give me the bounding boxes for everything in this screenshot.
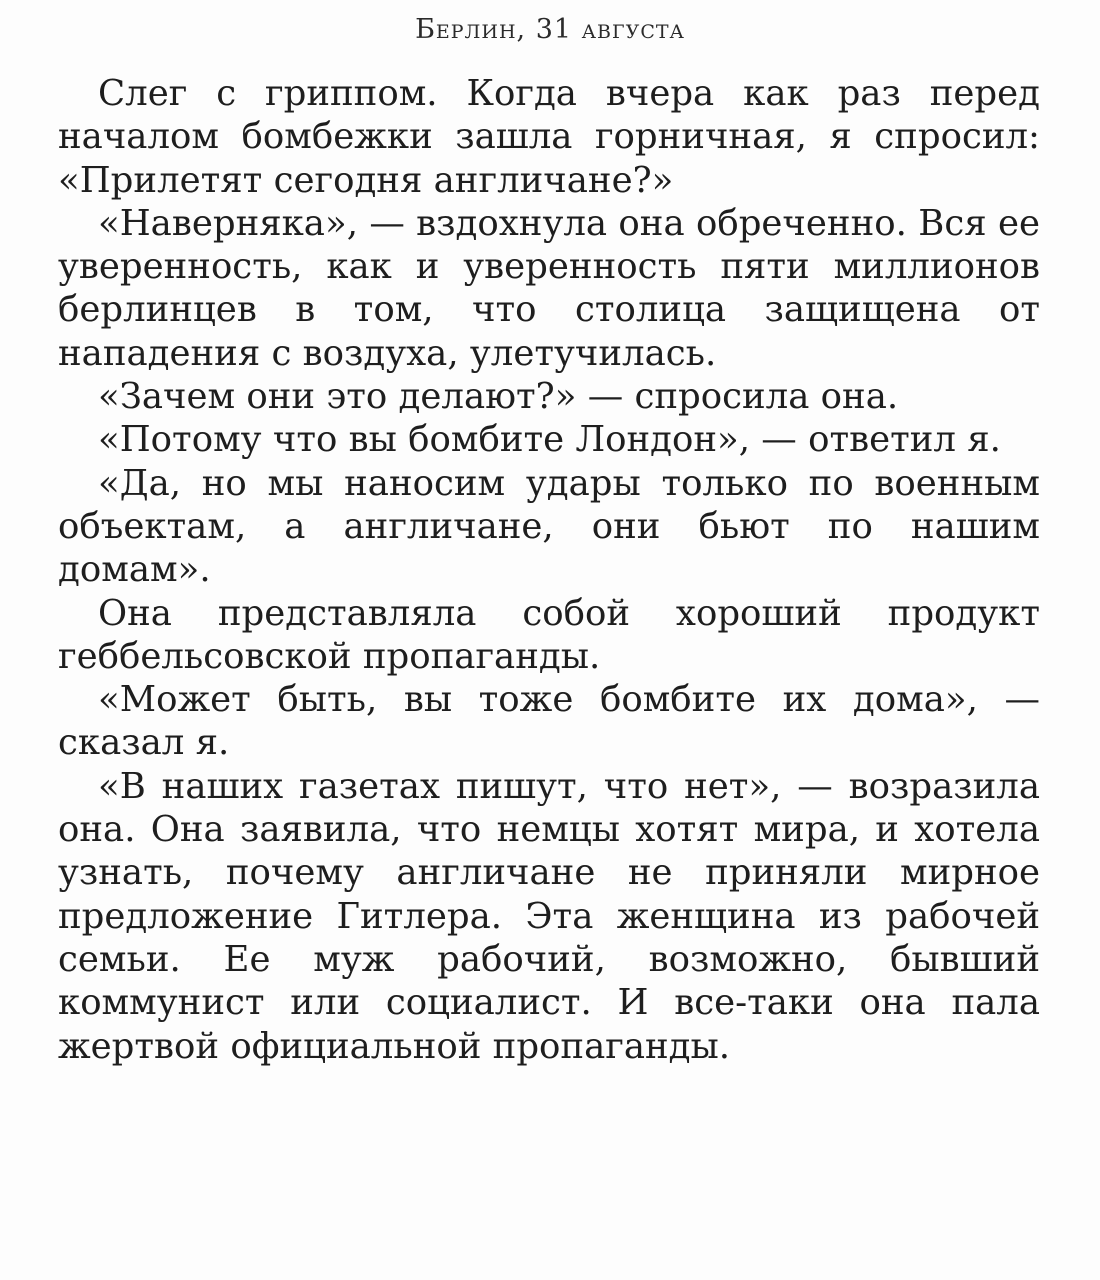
paragraph: Она представляла собой хороший продукт геббельсовской пропаганды.: [58, 592, 1040, 677]
paragraph: «Да, но мы наносим удары только по военным объектам, а англичане, они бьют по нашим домам».: [58, 462, 1040, 591]
paragraph: «Может быть, вы тоже бомбите их дома», — сказал я.: [58, 679, 1040, 764]
paragraph: Слег с гриппом. Когда вчера как раз перед началом бомбежки зашла горничная, я спросил: «Прилетят сегодня англичане?»: [58, 73, 1040, 201]
paragraph: «В наших газетах пишут, что нет», — возразила она. Она заявила, что немцы хотят мира, и хотела узнать, почему англичане не приняли мирное предложение Гитлера. Эта женщина из рабочей семьи. Ее муж рабочий, возможно, бывший коммунист или социалист. И все-таки она пала жертвой официальной пропаганды.: [58, 765, 1040, 1067]
paragraph: «Зачем они это делают?» — спросила она.: [98, 376, 899, 418]
paragraph: «Наверняка», — вздохнула она обреченно. Вся ее уверенность, как и уверенность пяти миллионов берлинцев в том, что столица защищена от нападения с воздуха, улетучилась.: [58, 202, 1040, 374]
text-body: [58, 72, 1040, 1068]
paragraph: «Потому что вы бомбите Лондон», — ответил я.: [98, 419, 1001, 461]
running-header: Берлин, 31 августа: [415, 14, 685, 45]
